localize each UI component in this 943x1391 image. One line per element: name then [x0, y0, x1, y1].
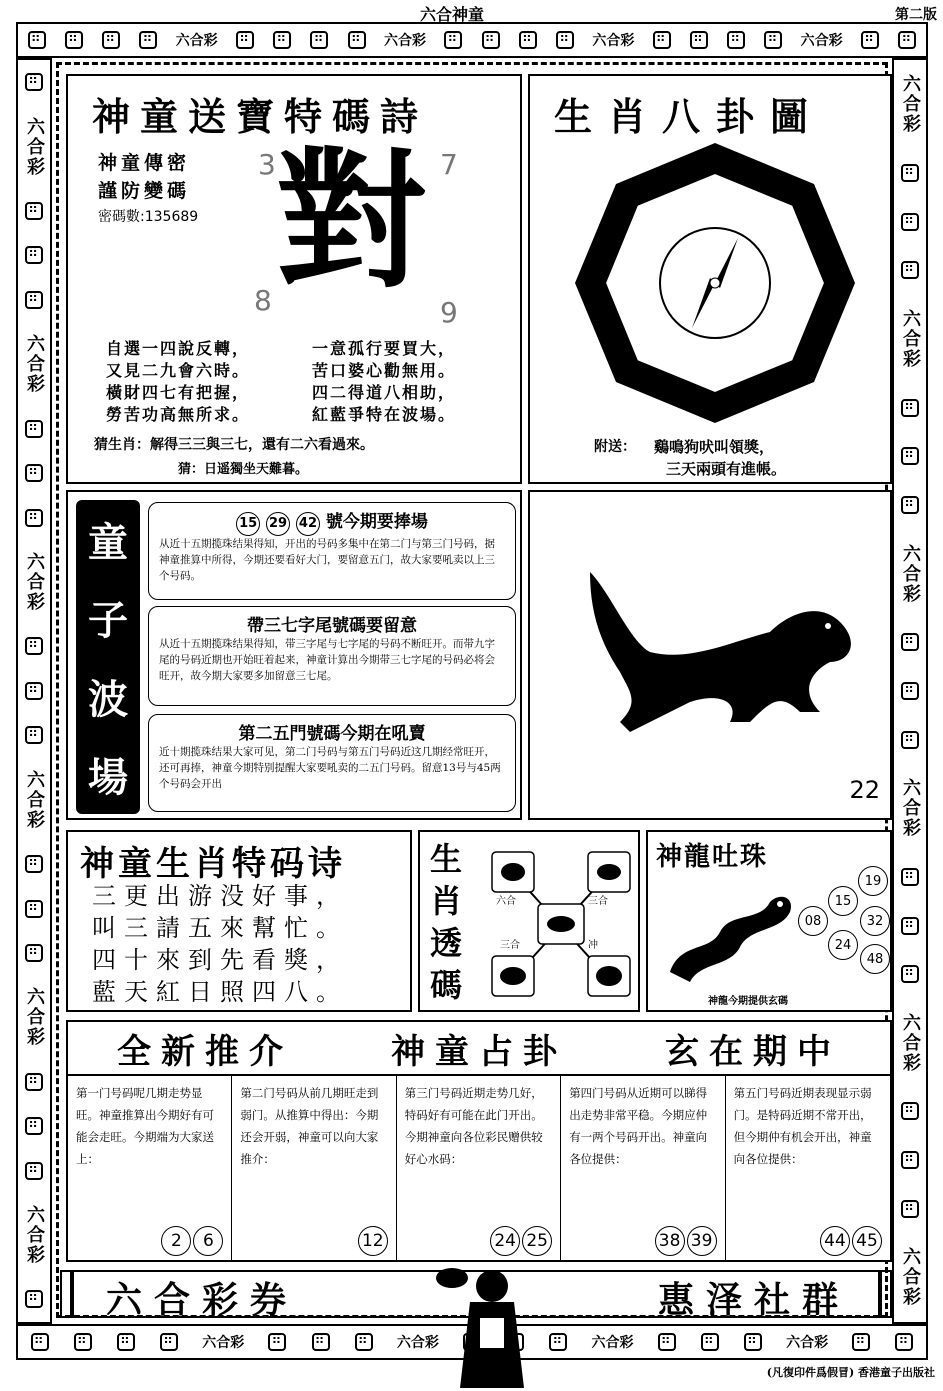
dice-icon: [28, 31, 46, 49]
footer-right-title: 惠泽社群: [657, 1280, 850, 1321]
dice-icon: [160, 1333, 178, 1351]
band-label: 六合彩: [175, 33, 218, 49]
dice-icon: [744, 1333, 762, 1351]
zodiac-relation-diagram: [486, 846, 636, 1006]
bagua-attach: 附送：: [594, 439, 636, 455]
dice-icon: [25, 420, 43, 438]
poem-line: 又見二九會六時。: [106, 361, 251, 380]
door-numbers: [820, 1226, 882, 1256]
dice-icon: [236, 31, 254, 49]
band-label: 六合彩: [900, 308, 921, 369]
band-label: 六合彩: [24, 552, 45, 612]
number-ball: 19: [858, 866, 888, 896]
relation-label: 三合: [500, 940, 520, 951]
door-column: [232, 1076, 396, 1260]
poem2-title: 神童生肖特码诗: [80, 844, 346, 884]
bagua-line1: 鷄鳴狗吠叫領獎，: [654, 438, 775, 456]
guess-hint: 猜：日遥獨坐天難暮。: [178, 462, 309, 477]
dog-panel: [528, 490, 892, 820]
poem1-title: 神童送寶特碼詩: [92, 95, 429, 139]
dragon-panel: [646, 830, 892, 1012]
band-label: 六合彩: [24, 334, 45, 395]
dice-icon: [268, 1333, 286, 1351]
number-ball: 44: [820, 1226, 850, 1256]
band-label: 六合彩: [900, 778, 921, 839]
poem-line: 苦口婆心勸無用。: [312, 361, 457, 380]
dice-icon: [901, 633, 919, 651]
box2-text: 从近十五期揽珠结果得知，带三字尾与七字尾的号码不断旺开。而带九字尾的号码近期也开始旺着起来，神童计算出今期带三七字尾的号码必将会旺开，故今期大家要多加留意三七尾。: [159, 638, 495, 682]
bagua-panel: [528, 74, 892, 484]
band-label: 六合彩: [396, 1335, 439, 1351]
wave-panel: [66, 490, 522, 820]
bagua-diagram: [570, 138, 860, 428]
poem1-right-lines: [312, 338, 456, 426]
dice-icon: [901, 868, 919, 886]
dice-icon: [25, 900, 43, 918]
recommend-header: [68, 1022, 890, 1076]
door-columns: [68, 1076, 890, 1260]
dice-icon: [764, 31, 782, 49]
dice-icon: [25, 202, 43, 220]
poem2-panel: [66, 830, 412, 1012]
door-text: 第一门号码呢几期走势显旺。神童推算出今期好有可能会走旺。今期端为大家送上：: [76, 1086, 214, 1166]
dice-icon: [348, 31, 366, 49]
dice-icon: [117, 1333, 135, 1351]
band-label: 六合彩: [592, 33, 635, 49]
dice-icon: [549, 1333, 567, 1351]
dice-icon: [31, 1333, 49, 1351]
number-ball: 45: [852, 1226, 882, 1256]
page-header: [0, 0, 943, 22]
dice-icon: [25, 855, 43, 873]
wave-box-2: [148, 606, 516, 706]
band-label: 六合彩: [591, 1335, 634, 1351]
secret-code: 密碼數:135689: [98, 209, 199, 225]
recommend-title-2: 神童占卦: [391, 1031, 567, 1072]
door-numbers: [655, 1226, 717, 1256]
dice-icon: [901, 496, 919, 514]
footer-left-bar: [70, 1270, 74, 1318]
dog-icon: [570, 552, 870, 742]
publisher-note: (凡復印件爲假冒) 香港童子出版社: [766, 1366, 935, 1379]
dog-number: 22: [849, 776, 880, 804]
number-7: 7: [440, 148, 458, 181]
dice-icon: [901, 399, 919, 417]
dragon-ball: [860, 906, 890, 936]
band-label: 六合彩: [202, 1335, 245, 1351]
door-numbers: [161, 1226, 223, 1256]
dice-icon: [25, 944, 43, 962]
dice-icon: [355, 1333, 373, 1351]
title-char: 透: [430, 924, 463, 962]
door-text: 第四门号码从近期可以睇得出走势非常平稳。今期应仲有一两个号码开出。神童向各位提供：: [569, 1086, 708, 1166]
footer-left-title: 六合彩券: [106, 1280, 299, 1321]
band-label: 六合彩: [800, 33, 843, 49]
dragon-caption: 神龍今期提供玄碼: [708, 996, 788, 1007]
top-band: [16, 22, 928, 58]
bagua-line2: 三天兩頭有進帳。: [666, 460, 787, 478]
title-char: 肖: [430, 882, 463, 920]
dice-icon: [901, 965, 919, 983]
dice-icon: [690, 31, 708, 49]
door-text: 第三门号码近期走势几好，特码好有可能在此门开出。今期神童向各位彩民赠供较好心水码：: [404, 1086, 543, 1166]
box1-heading: [159, 507, 505, 536]
left-band: [16, 58, 52, 1324]
dice-icon: [25, 464, 43, 482]
poem-line: 自選一四說反轉，: [106, 339, 251, 358]
door-column: [561, 1076, 725, 1260]
recommend-title-3: 玄在期中: [665, 1031, 841, 1072]
side-char: 場: [88, 755, 128, 802]
number-ball: 32: [860, 906, 890, 936]
dice-icon: [898, 31, 916, 49]
poem-line: 一意孤行要買大，: [312, 339, 457, 358]
door-text: 第五门号码近期表现显示弱门。是特码近期不常开出，但今期仲有机会开出，神童向各位提供：: [733, 1086, 872, 1166]
poem2-lines: [92, 880, 348, 1008]
dice-icon: [901, 1102, 919, 1120]
touma-title: [430, 838, 462, 1006]
side-char: 童: [88, 519, 128, 566]
dice-icon: [25, 682, 43, 700]
dice-icon: [701, 1333, 719, 1351]
bagua-title: 生肖八卦圖: [554, 95, 825, 139]
recommend-panel: [66, 1020, 892, 1262]
number-ball: 15: [236, 512, 260, 536]
dice-icon: [727, 31, 745, 49]
band-label: 六合彩: [24, 769, 45, 830]
dragon-ball: [798, 906, 828, 936]
poem1-tag2: 謹防變碼: [98, 180, 191, 202]
dice-icon: [312, 1333, 330, 1351]
dice-icon: [25, 509, 43, 527]
dragon-ball: [858, 866, 888, 896]
number-9: 9: [440, 296, 458, 329]
poem-line: 三更出游没好事，: [92, 882, 348, 910]
dice-icon: [901, 164, 919, 182]
dice-icon: [901, 1151, 919, 1169]
poem1-panel: [66, 74, 522, 484]
number-ball: 39: [687, 1226, 717, 1256]
dice-icon: [25, 726, 43, 744]
dragon-icon: [660, 882, 800, 992]
door-column: [68, 1076, 232, 1260]
relation-label: 六合: [496, 896, 516, 907]
dice-icon: [901, 213, 919, 231]
poem-line: 橫財四七有把握，: [106, 383, 251, 402]
dice-icon: [139, 31, 157, 49]
dice-icon: [901, 1200, 919, 1218]
edition-label: 第二版: [895, 7, 937, 23]
number-ball: 08: [798, 906, 828, 936]
right-band: [892, 58, 928, 1324]
box3-title: 第二五門號碼今期在吼賣: [238, 724, 426, 744]
band-label: 六合彩: [24, 116, 45, 177]
poem-line: 藍天紅日照四八。: [92, 978, 348, 1006]
number-ball: 38: [655, 1226, 685, 1256]
dice-icon: [25, 291, 43, 309]
dice-icon: [273, 31, 291, 49]
side-char: 子: [88, 598, 128, 645]
poem-line: 四二得道八相助，: [312, 383, 457, 402]
box3-text: 近十期揽珠结果大家可见，第二门号码与第五门号码近这几期经常旺开，还可再捧，神童今期特别提醒大家要吼卖的二五门号码。留意13号与45两个号码会开出: [159, 746, 501, 790]
title-char: 碼: [430, 966, 463, 1004]
dice-icon: [901, 682, 919, 700]
number-ball: 48: [860, 944, 890, 974]
band-label: 六合彩: [900, 74, 921, 135]
number-ball: 12: [358, 1226, 388, 1256]
big-character: 對: [276, 135, 427, 309]
band-label: 六合彩: [900, 543, 921, 604]
dice-icon: [861, 31, 879, 49]
wave-side-banner: [76, 500, 140, 814]
number-3: 3: [258, 148, 276, 181]
footer-right-bar: [878, 1270, 882, 1318]
band-label: 六合彩: [24, 987, 45, 1048]
dice-icon: [519, 31, 537, 49]
poem-line: 勞苦功高無所求。: [106, 405, 251, 424]
dice-icon: [901, 261, 919, 279]
dice-icon: [25, 1117, 43, 1135]
box1-text: 从近十五期揽珠结果得知，开出的号码多集中在第二门与第三门号码，据神童推算中所得，今期还要看好大门，要留意五门，故大家要吼卖以上三个号码。: [159, 537, 495, 582]
dice-icon: [852, 1333, 870, 1351]
dice-icon: [482, 31, 500, 49]
band-label: 六合彩: [900, 1247, 921, 1308]
dice-icon: [25, 246, 43, 264]
dice-icon: [901, 447, 919, 465]
number-ball: 42: [296, 512, 320, 536]
dice-icon: [65, 31, 83, 49]
number-ball: 24: [828, 930, 858, 960]
door-text: 第二门号码从前几期旺走到弱门。从推算中得出：今期还会开弱，神童可以向大家推介：: [240, 1086, 379, 1166]
dice-icon: [25, 73, 43, 91]
band-label: 六合彩: [24, 1205, 45, 1266]
dice-icon: [444, 31, 462, 49]
relation-label: 冲: [588, 940, 598, 951]
dragon-ball: [860, 944, 890, 974]
mascot-icon: [430, 1258, 540, 1388]
dice-icon: [74, 1333, 92, 1351]
band-label: 六合彩: [786, 1335, 829, 1351]
door-numbers: [358, 1226, 388, 1256]
page-title: 六合神童: [420, 5, 485, 24]
poem-line: 叫三請五來幫忙。: [92, 914, 348, 942]
door-numbers: [490, 1226, 552, 1256]
number-ball: 6: [193, 1226, 223, 1256]
poem1-tag1: 神童傳密: [98, 152, 191, 174]
title-char: 生: [430, 840, 463, 878]
number-8: 8: [254, 284, 272, 317]
number-ball: 2: [161, 1226, 191, 1256]
band-label: 六合彩: [900, 1012, 921, 1073]
number-ball: 25: [522, 1226, 552, 1256]
touma-panel: [418, 830, 640, 1012]
number-ball: 24: [490, 1226, 520, 1256]
box2-title: 帶三七字尾號碼要留意: [247, 616, 417, 636]
poem-line: 四十來到先看獎，: [92, 946, 348, 974]
band-label: 六合彩: [384, 33, 427, 49]
wave-box-3: [148, 714, 516, 812]
dice-icon: [25, 637, 43, 655]
relation-label: 三合: [588, 896, 608, 907]
dice-icon: [658, 1333, 676, 1351]
number-ball: 29: [266, 512, 290, 536]
poem1-left-lines: [106, 338, 250, 426]
door-column: [726, 1076, 890, 1260]
wave-box-1: [148, 502, 516, 600]
side-char: 波: [88, 676, 128, 723]
door-column: [397, 1076, 561, 1260]
dragon-ball: [828, 930, 858, 960]
box1-title: 號今期要捧場: [325, 512, 428, 532]
dice-icon: [25, 1290, 43, 1308]
dragon-title: 神龍吐珠: [656, 842, 769, 872]
dice-icon: [25, 1073, 43, 1091]
dice-icon: [901, 731, 919, 749]
dice-icon: [556, 31, 574, 49]
dice-icon: [653, 31, 671, 49]
number-ball: 15: [828, 886, 858, 916]
guess-zodiac: 猜生肖：解得三三與三七，還有二六看過來。: [94, 437, 374, 453]
dice-icon: [102, 31, 120, 49]
poem-line: 紅藍爭特在波場。: [312, 405, 457, 424]
dice-icon: [895, 1333, 913, 1351]
recommend-title-1: 全新推介: [117, 1031, 293, 1072]
dice-icon: [901, 917, 919, 935]
dice-icon: [310, 31, 328, 49]
dice-icon: [25, 1162, 43, 1180]
dragon-ball: [828, 886, 858, 916]
